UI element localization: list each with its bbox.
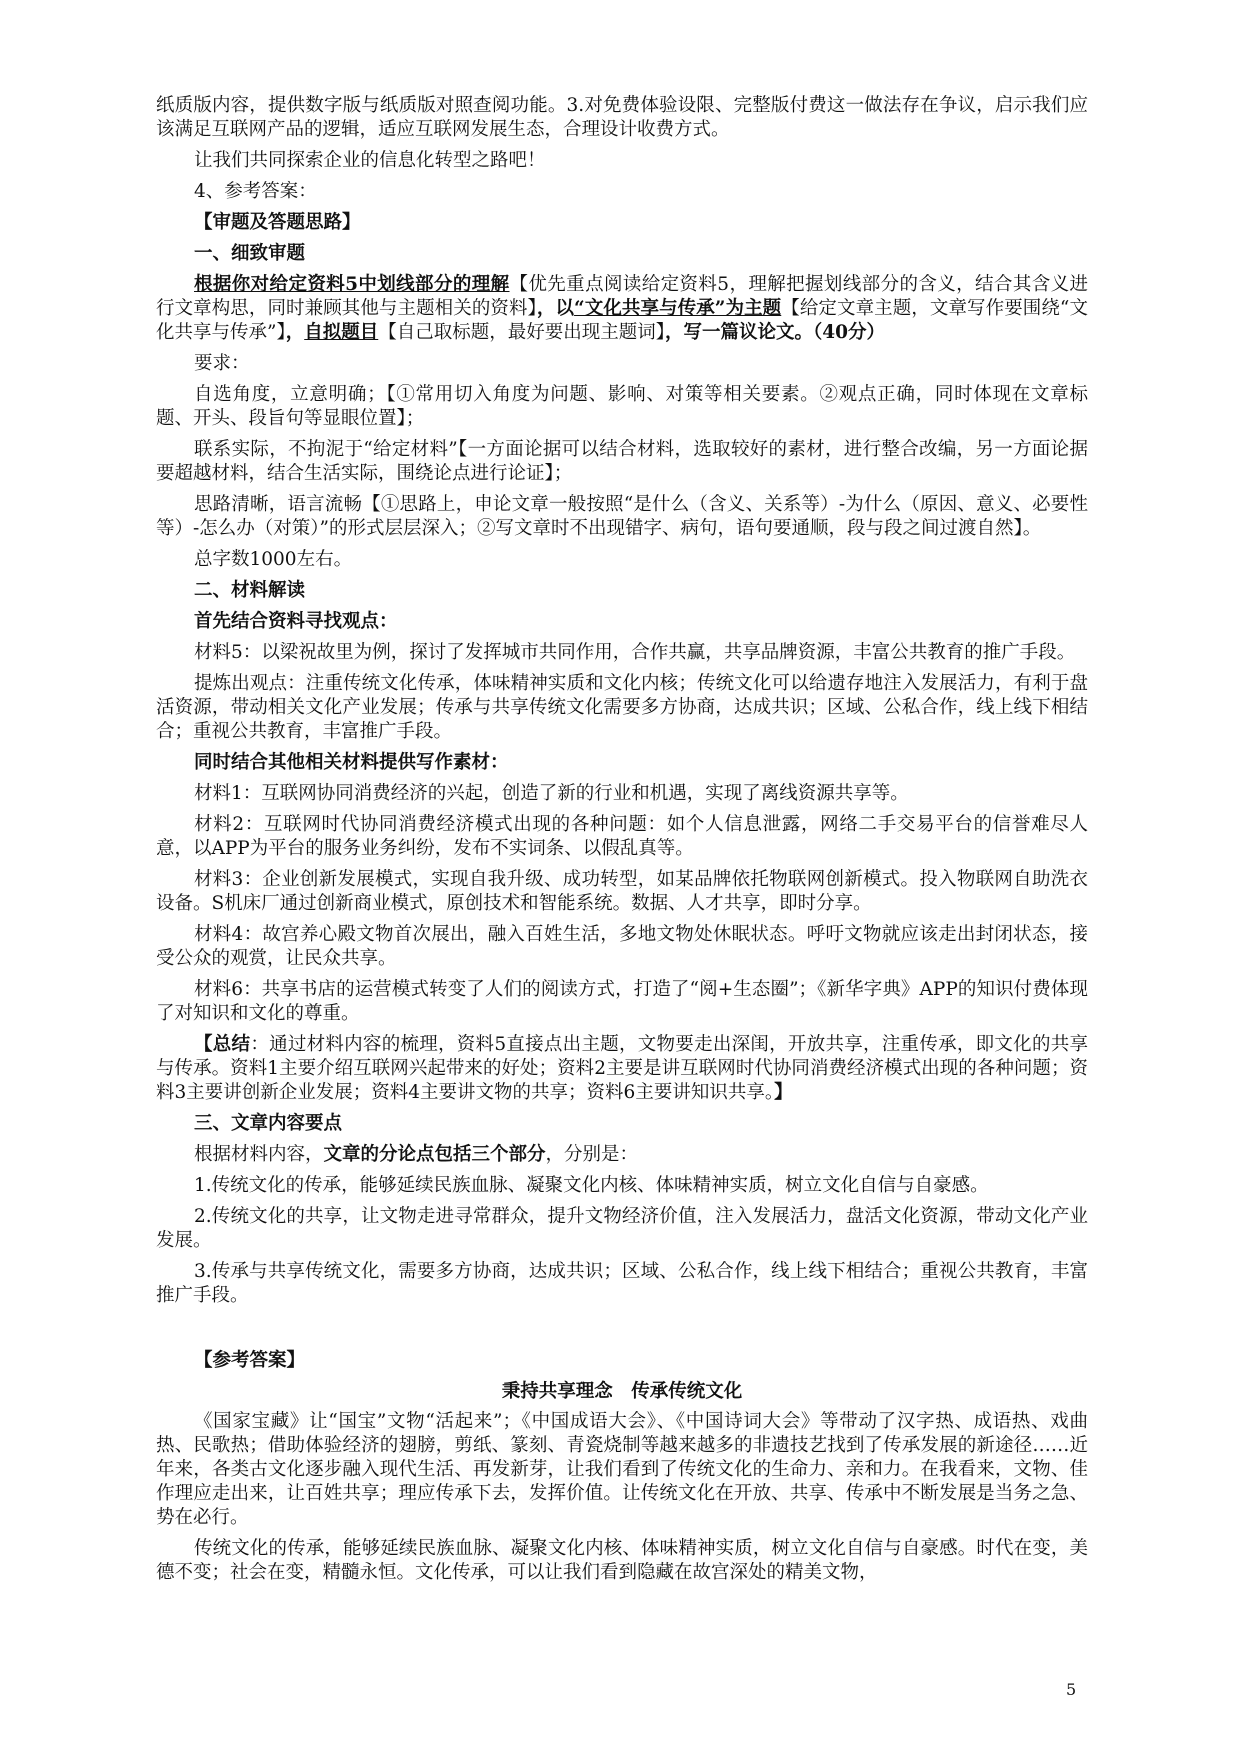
essay-paragraph-1: 《国家宝藏》让“国宝”文物“活起来”；《中国成语大会》、《中国诗词大会》等带动了汉字热、成语热、戏曲热、民歌热；借助体验经济的翅膀，剪纸、篆刻、青瓷烧制等越来越多的非遗技艺找到了传承发展的新途径……近年来，各类古文化逐步融入现代生活、再发新芽，让我们看到了传统文化的生命力、亲和力。在我看来，文物、佳作理应走出来，让百姓共享；理应传承下去，发挥价值。让传统文化在开放、共享、传承中不断发展是当务之急、势在必行。	[156, 1411, 1088, 1528]
requirement-1-note: 【①常用切入角度为问题、影响、对策等相关要素。②观点正确，同时体现在文章标题、开头、段旨句等显眼位置】；	[156, 384, 1088, 429]
requirement-3-note: 【①思路上，申论文章一般按照“是什么（含义、关系等）-为什么（原因、意义、必要性等）-怎么办（对策）”的形式层层深入；②写文章时不出现错字、病句，语句要通顺，段与段之间过渡自然】。	[156, 494, 1088, 539]
essay-title: 秉持共享理念 传承传统文化	[501, 1381, 743, 1402]
summary-label: 【总结	[194, 1034, 251, 1055]
subheading-find-views: 首先结合资料寻找观点：	[194, 611, 398, 632]
task-sep-2: ，	[285, 322, 305, 343]
document-page	[156, 94, 1088, 1592]
key-point-3: 3.传承与共享传统文化，需要多方协商，达成共识；区域、公私合作，线上线下相结合；重视公共教育，丰富推广手段。	[156, 1261, 1088, 1306]
key-points-intro-b: 文章的分论点包括三个部分	[323, 1144, 546, 1165]
task-statement	[156, 273, 1088, 345]
key-points-intro-c: ，分别是：	[545, 1144, 639, 1165]
heading-key-points: 三、文章内容要点	[194, 1113, 343, 1134]
requirements-label: 要求：	[194, 353, 250, 374]
page-number: 5	[1066, 1680, 1077, 1699]
key-point-1: 1.传统文化的传承，能够延续民族血脉、凝聚文化内核、体味精神实质，树立文化自信与自豪感。	[194, 1175, 989, 1196]
requirement-1	[156, 383, 1088, 431]
requirement-word-count: 总字数1000左右。	[194, 549, 353, 570]
requirement-3-main: 思路清晰，语言流畅	[194, 494, 363, 515]
key-points-intro-a: 根据材料内容，	[194, 1144, 324, 1165]
material-3: 材料3：企业创新发展模式，实现自我升级、成功转型，如某品牌依托物联网创新模式。投入物联网自助洗衣设备。S机床厂通过创新商业模式，原创技术和智能系统。数据、人才共享，即时分享。	[156, 869, 1088, 914]
requirement-2	[156, 438, 1088, 486]
material-1: 材料1：互联网协同消费经济的兴起，创造了新的行业和机遇，实现了离线资源共享等。	[194, 783, 909, 804]
task-note-3: 【自己取标题，最好要出现主题词】	[378, 322, 666, 343]
material-4: 材料4：故宫养心殿文物首次展出，融入百姓生活，多地文物处休眠状态。呼吁文物就应该走出封闭状态，接受公众的观赏，让民众共享。	[156, 924, 1088, 969]
key-points-intro	[156, 1143, 1088, 1167]
requirement-1-main: 自选角度，立意明确；	[194, 384, 386, 405]
heading-careful-review: 一、细致审题	[194, 243, 306, 264]
summary	[156, 1033, 1088, 1105]
reference-answer-heading: 【参考答案】	[194, 1350, 306, 1371]
requirement-3	[156, 493, 1088, 541]
material-5: 材料5：以梁祝故里为例，探讨了发挥城市共同作用，合作共赢，共享品牌资源，丰富公共教育的推广手段。	[194, 642, 1076, 663]
paragraph-continued: 纸质版内容，提供数字版与纸质版对照查阅功能。3.对免费体验设限、完整版付费这一做法存在争议，启示我们应该满足互联网产品的逻辑，适应互联网发展生态，合理设计收费方式。	[156, 95, 1088, 140]
requirement-2-main: 联系实际，不拘泥于“给定材料”	[194, 439, 458, 460]
requirement-2-note: 【一方面论据可以结合材料，选取较好的素材，进行整合改编，另一方面论据要超越材料，结合生活实际，围绕论点进行论证】；	[156, 439, 1088, 484]
material-6: 材料6：共享书店的运营模式转变了人们的阅读方式，打造了“阅+生态圈”；《新华字典》APP的知识付费体现了对知识和文化的尊重。	[156, 979, 1088, 1024]
task-own-title: 自拟题目	[304, 322, 379, 343]
essay-paragraph-2: 传统文化的传承，能够延续民族血脉、凝聚文化内核、体味精神实质，树立文化自信与自豪感。时代在变，美德不变；社会在变，精髓永恒。文化传承，可以让我们看到隐藏在故宫深处的精美文物，	[156, 1538, 1088, 1583]
task-note-1: 【优先重点阅读给定资料5，理解把握划线部分的含义，结合其含义进行文章构思，同时兼顾其他与主题相关的资料】	[156, 274, 1088, 319]
answer-label: 4、参考答案：	[194, 181, 317, 202]
heading-material-analysis: 二、材料解读	[194, 580, 306, 601]
paragraph-closing: 让我们共同探索企业的信息化转型之路吧！	[194, 150, 546, 171]
summary-text: ：通过材料内容的梳理，资料5直接点出主题，文物要走出深闺，开放共享，注重传承，即文化的共享与传承。资料1主要介绍互联网兴起带来的好处；资料2主要是讲互联网时代协同消费经济模式出现的各种问题；资料3主要讲创新企业发展；资料4主要讲文物的共享；资料6主要讲知识共享。	[156, 1034, 1088, 1103]
key-point-2: 2.传统文化的共享，让文物走进寻常群众，提升文物经济价值，注入发展活力，盘活文化资源，带动文化产业发展。	[156, 1206, 1088, 1251]
material-2: 材料2：互联网时代协同消费经济模式出现的各种问题：如个人信息泄露，网络二手交易平台的信誉难尽人意，以APP为平台的服务业务纠纷，发布不实词条、以假乱真等。	[156, 814, 1088, 859]
task-underlined-1: 根据你对给定资料5中划线部分的理解	[194, 274, 510, 295]
task-end: ，写一篇议论文。（40分）	[665, 322, 886, 343]
subheading-writing-material: 同时结合其他相关材料提供写作素材：	[194, 752, 509, 773]
summary-close: 】	[774, 1082, 793, 1103]
refined-views: 提炼出观点：注重传统文化传承，体味精神实质和文化内核；传统文化可以给遗存地注入发展活力，有利于盘活资源，带动相关文化产业发展；传承与共享传统文化需要多方协商，达成共识；区域、公私合作，线上线下相结合；重视公共教育，丰富推广手段。	[156, 673, 1088, 742]
task-note-2: 【给定文章主题，文章写作要围绕“文化共享与传承”】	[156, 298, 1088, 343]
section-heading-approach: 【审题及答题思路】	[194, 212, 361, 233]
task-sep-1: ，以	[536, 298, 575, 319]
task-theme: “文化共享与传承”为主题	[574, 298, 782, 319]
